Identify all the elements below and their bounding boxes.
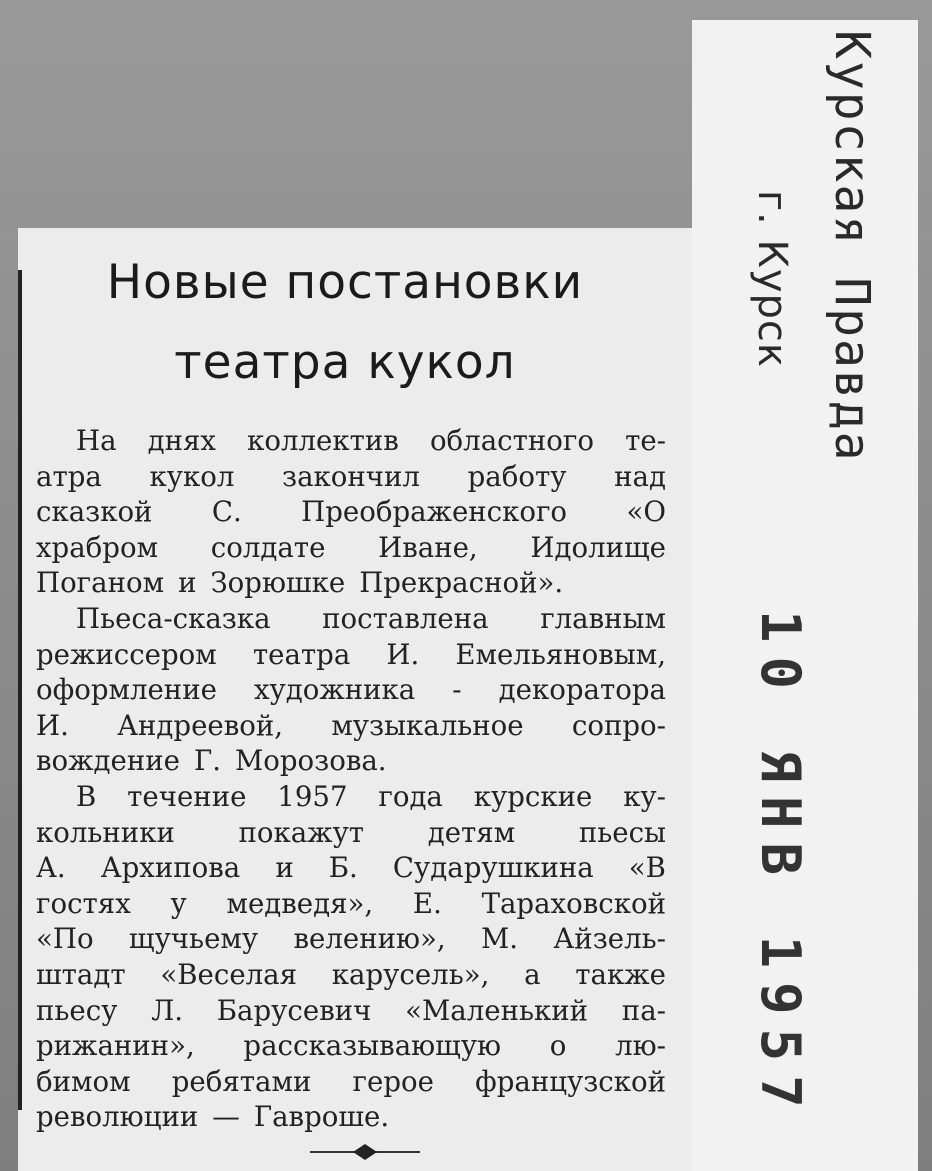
text-line: [36, 530, 666, 566]
word: Тараховской: [481, 886, 666, 920]
word: ребятами: [171, 1064, 312, 1098]
word: закончил: [282, 459, 420, 493]
word: курские: [473, 779, 593, 813]
text-line: [36, 601, 666, 637]
word: гостях: [36, 886, 131, 920]
word: Емельяновым,: [455, 637, 666, 671]
word: ку-: [623, 779, 666, 813]
word: те-: [625, 424, 666, 457]
word: 1957: [277, 779, 348, 813]
word: «По: [36, 922, 94, 956]
word: Г.: [193, 744, 222, 778]
word: солдате: [210, 530, 326, 564]
word: бимом: [36, 1064, 131, 1098]
word: Архипова: [100, 851, 241, 885]
word: оформление: [36, 673, 217, 707]
text-line: [36, 886, 666, 922]
word: герое: [352, 1064, 434, 1098]
word: революции: [36, 1100, 199, 1134]
word: Преображенского: [301, 495, 568, 529]
word: областного: [429, 424, 594, 457]
stamp-city: г. Курск: [749, 190, 795, 369]
text-line: [36, 921, 666, 957]
word: у: [170, 886, 187, 920]
word: течение: [127, 779, 247, 813]
word: На: [76, 424, 117, 457]
word: Барусевич: [216, 993, 372, 1027]
word: —: [212, 1100, 240, 1134]
word: Поганом: [36, 566, 165, 600]
word: над: [614, 459, 666, 493]
word: А.: [36, 851, 66, 885]
word: карусель»,: [331, 957, 490, 991]
text-line: [36, 1028, 666, 1064]
stamp-newspaper-name: Курская Правда: [824, 30, 880, 463]
text-line: [36, 494, 666, 530]
word: Андреевой,: [117, 708, 284, 742]
word: медведя»,: [226, 886, 374, 920]
word: режиссером: [36, 637, 217, 671]
word: Айзель-: [553, 922, 666, 956]
word: и: [178, 566, 197, 600]
word: пьесы: [578, 815, 666, 849]
word: М.: [481, 922, 519, 956]
text-line: [36, 993, 666, 1029]
word: штадт: [36, 957, 126, 991]
word: «В: [628, 851, 666, 885]
word: также: [575, 957, 666, 991]
word: о: [549, 1029, 567, 1063]
word: поставлена: [322, 601, 489, 635]
text-line: [36, 672, 666, 708]
word: французской: [475, 1064, 666, 1098]
word: года: [378, 779, 443, 813]
headline-line-2: театра кукол: [174, 335, 516, 390]
word: Б.: [328, 851, 358, 885]
word: пьесу: [36, 993, 118, 1027]
text-line: [36, 637, 666, 673]
text-line: [36, 565, 666, 601]
word: главным: [540, 601, 666, 635]
word: покажут: [238, 815, 365, 849]
text-line: [36, 743, 666, 779]
text-line: [36, 708, 666, 744]
word: «Веселая: [160, 957, 298, 991]
word: кольники: [36, 815, 175, 849]
stamp-date: 10 ЯНВ 1957: [749, 610, 812, 1122]
word: вождение: [36, 744, 180, 778]
word: Гаврош: [253, 1100, 365, 1134]
word: Е.: [412, 886, 442, 920]
text-line: [36, 423, 666, 459]
word: коллектив: [247, 424, 399, 457]
word: Иване,: [378, 530, 478, 564]
text-line: [36, 850, 666, 886]
ornament-divider: [310, 1140, 420, 1164]
text-line: [36, 815, 666, 851]
word: художника: [253, 673, 416, 707]
text-line: [36, 957, 666, 993]
word: атра: [36, 459, 102, 493]
word: Зорюшке: [210, 566, 346, 600]
word: В: [76, 779, 97, 813]
word: па-: [621, 993, 666, 1027]
word: велению»,: [293, 922, 446, 956]
word: С.: [211, 495, 242, 529]
word: «Маленький: [405, 993, 589, 1027]
word: декоратора: [498, 673, 666, 707]
text-line: [36, 1099, 666, 1135]
word: И.: [386, 637, 420, 671]
word: кукол: [149, 459, 235, 493]
word: храбром: [36, 530, 159, 564]
word: и: [275, 851, 294, 885]
word: щучьему: [128, 922, 259, 956]
word: Морозова.: [235, 744, 387, 778]
word: Л.: [151, 993, 184, 1027]
word: лю-: [615, 1029, 666, 1063]
word: сказкой: [36, 495, 153, 529]
word: а: [524, 957, 541, 991]
word: Прекрасной».: [359, 566, 564, 600]
word: «О: [626, 495, 666, 529]
text-line: [36, 779, 666, 815]
text-line: [36, 1064, 666, 1100]
column-rule: [18, 270, 22, 1110]
word: музыкальное: [331, 708, 524, 742]
word: детям: [427, 815, 516, 849]
article-body: [36, 423, 666, 1135]
word-tail: е.: [364, 1100, 390, 1134]
headline-line-1: Новые постановки: [106, 255, 584, 310]
word: рассказывающую: [243, 1029, 502, 1063]
word: И.: [36, 708, 69, 742]
word: театра: [252, 637, 351, 671]
word: Идолище: [530, 530, 666, 564]
word: Сударушкина: [392, 851, 594, 885]
word: -: [452, 673, 462, 707]
word: работу: [467, 459, 567, 493]
text-line: [36, 459, 666, 495]
word: рижанин»,: [36, 1029, 195, 1063]
word: сопро-: [571, 708, 666, 742]
word: днях: [147, 424, 216, 457]
word: Пьеса-сказка: [76, 601, 271, 635]
